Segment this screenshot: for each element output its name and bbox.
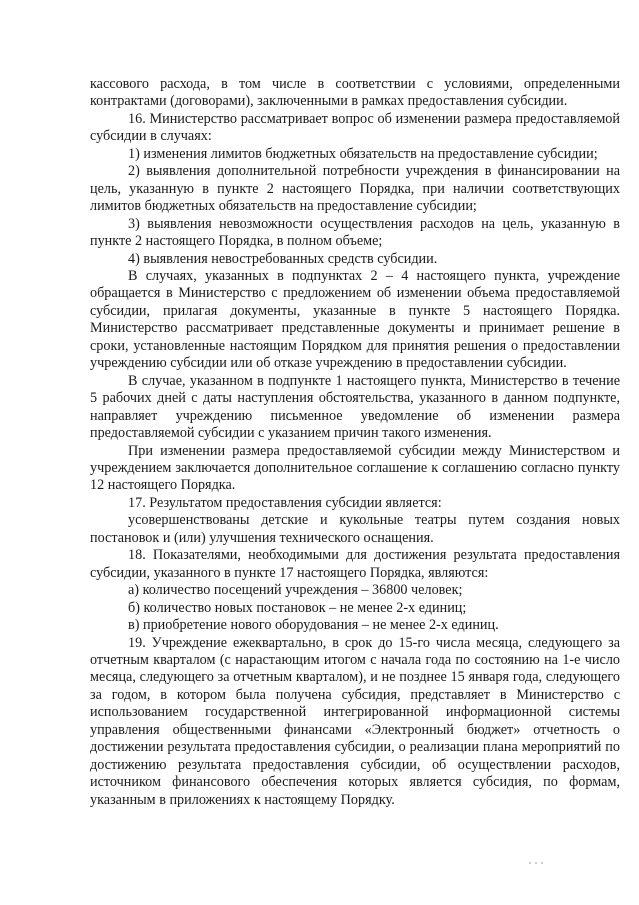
paragraph-result: усовершенствованы детские и кукольные театры путем создания новых постановок и (или) улучшения технического оснащения. bbox=[90, 512, 620, 546]
scan-artifact bbox=[529, 851, 559, 855]
paragraph-indicator-b: б) количество новых постановок – не менее 2-х единиц; bbox=[128, 599, 467, 616]
paragraph-item-16: 16. Министерство рассматривает вопрос об изменении размера предоставляемой субсидии в случаях: bbox=[90, 110, 620, 145]
paragraph-additional-agreement: При изменении размера предоставляемой субсидии между Министерством и учреждением заключается дополнительное соглашение к соглашению согласно пункту 12 настоящего Порядка. bbox=[90, 442, 620, 494]
paragraph-case-1: В случае, указанном в подпункте 1 настоящего пункта, Министерство в течение 5 рабочих дней с даты наступления обстоятельства, указанного в данном подпункте, направляет учреждению письменное уведомление об изменении размера предоставляемой субсидии с указанием причин такого изменения. bbox=[90, 372, 620, 442]
paragraph-indicator-c: в) приобретение нового оборудования – не менее 2-х единиц. bbox=[128, 617, 499, 634]
paragraph-continuation: кассового расхода, в том числе в соответствии с условиями, определенными контрактами (договорами), заключенными в рамках предоставления субсидии. bbox=[90, 76, 620, 110]
document-body bbox=[90, 76, 620, 809]
paragraph-item-17: 17. Результатом предоставления субсидии является: bbox=[128, 494, 442, 511]
paragraph-subitem-1: 1) изменения лимитов бюджетных обязательств на предоставление субсидии; bbox=[128, 145, 598, 162]
paragraph-subitem-4: 4) выявления невостребованных средств субсидии. bbox=[128, 250, 438, 267]
paragraph-cases-2-4: В случаях, указанных в подпунктах 2 – 4 настоящего пункта, учреждение обращается в Министерство с предложением об изменении объема предоставляемой субсидии, прилагая документы, указанные в пункте 5 настоящего Порядка. Министерство рассматривает представленные документы и принимает решение в сроки, установленные настоящим Порядком для принятия решения о предоставлении учреждению субсидии или об отказе учреждению в предоставлении субсидии. bbox=[90, 267, 620, 372]
paragraph-subitem-2: 2) выявления дополнительной потребности учреждения в финансировании на цель, указанную в пункте 2 настоящего Порядка, при наличии соответствующих лимитов бюджетных обязательств на предоставление субсидии; bbox=[90, 163, 620, 215]
paragraph-subitem-3: 3) выявления невозможности осуществления расходов на цель, указанную в пункте 2 настоящего Порядка, в полном объеме; bbox=[90, 215, 620, 250]
paragraph-item-18: 18. Показателями, необходимыми для достижения результата предоставления субсидии, указанного в пункте 17 настоящего Порядка, являются: bbox=[90, 547, 620, 581]
paragraph-item-19: 19. Учреждение ежеквартально, в срок до 15-го числа месяца, следующего за отчетным кварталом (с нарастающим итогом с начала года по состоянию на 1-е число месяца, следующего за отчетным кварталом), и не позднее 15 января года, следующего за годом, в котором была получена субсидия, представляет в Министерство с использованием государственной интегрированной информационной системы управления общественными финансами «Электронный бюджет» отчетность о достижении результата предоставления субсидии, о реализации плана мероприятий по достижению результата предоставления субсидии, об осуществлении расходов, источником финансового обеспечения которых является субсидия, по формам, указанным в приложениях к настоящему Порядку. bbox=[90, 634, 620, 808]
paragraph-indicator-a: а) количество посещений учреждения – 36800 человек; bbox=[128, 582, 463, 599]
